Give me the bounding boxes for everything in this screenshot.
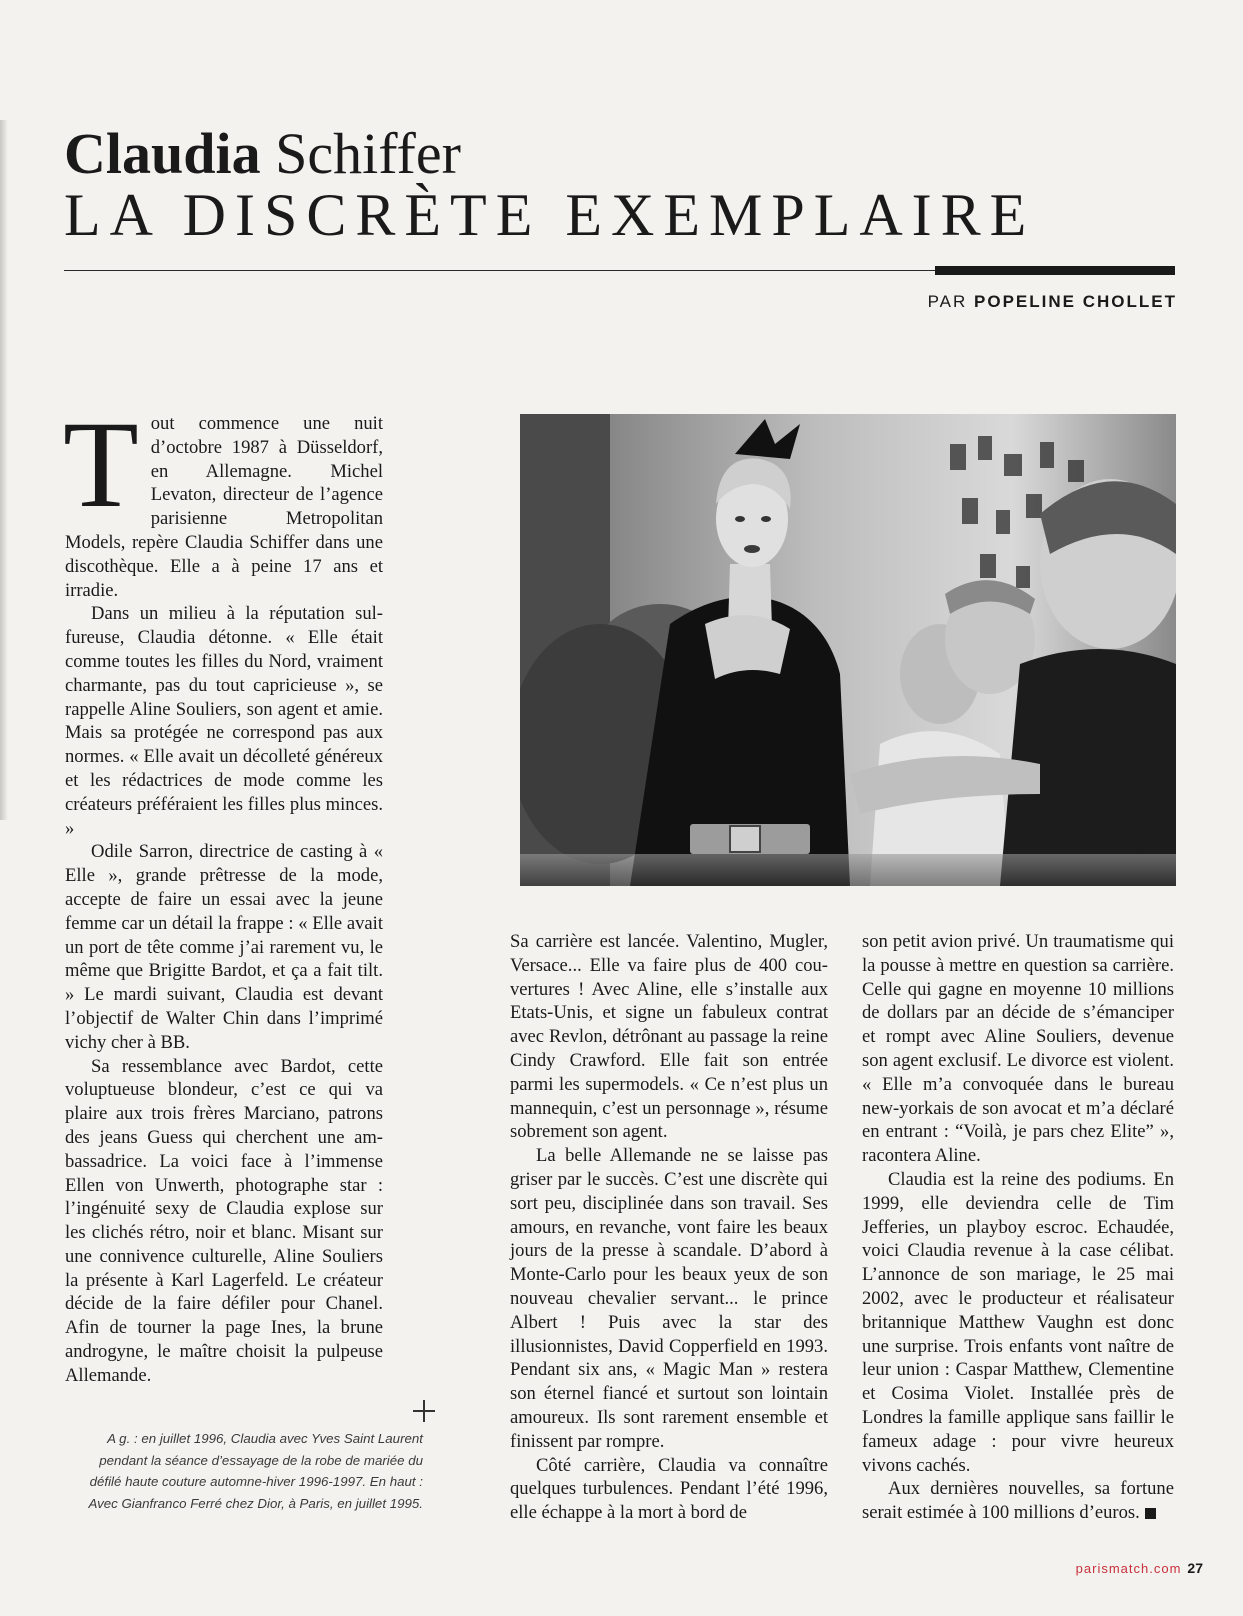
photo-illustration bbox=[520, 414, 1176, 886]
paragraph: Claudia est la reine des podiums. En 1999, elle deviendra celle de Tim Jefferies, un playboy escroc. Echaudée, voici Claudia revenue à la case célibat. L’annonce de son mariage, le 25 mai 2002, avec le producteur et réalisateur britannique Matthew Vaughn est donc une surprise. Trois enfants vont naître de leur union : Caspar Matthew, Clementine et Cosima Violet. Installée près de Londres la famille applique sans faillir le fameux adage : pour vivre heureux vivons cachés. bbox=[862, 1168, 1174, 1476]
byline bbox=[928, 292, 1177, 312]
paragraph: out commence une nuit d’octobre 1987 à Düsseldorf, en Allemagne. Michel Levaton, directeur de l’agence parisienne Metropolitan Models, repère Claudia Schiffer dans une discothèque. Elle a à peine 17 ans et irradie. bbox=[65, 413, 383, 601]
paragraph: La belle Allemande ne se laisse pas griser par le succès. C’est une discrète qui sort peu, disciplinée dans son travail. Ses amours, en revanche, vont faire les beaux jours de la presse à scandale. D’abord à Monte-Carlo pour les beaux yeux de son nouveau chevalier servant... le prince Albert ! Puis avec la star des illusionnistes, David Copperfield en 1993. Pendant six ans, « Magic Man » restera son éternel fiancé et surtout son lointain amoureux. Ils sont rarement ensemble et finissent par rompre. bbox=[510, 1145, 828, 1452]
page-number: 27 bbox=[1187, 1560, 1203, 1576]
title-rule-accent bbox=[935, 266, 1175, 275]
paragraph-final bbox=[862, 1477, 1174, 1525]
paragraph: son petit avion privé. Un traumatisme qui la pousse à mettre en question sa carrière. Celle qui gagne en moyenne 10 millions de dollars par an décide de s’émanciper et rompt avec Aline Souliers, devenue son agent exclusif. Le divorce est violent. « Elle m’a convoquée dans le bureau new-yorkais de son avocat et m’a déclaré en entrant : “Voilà, je pars chez Elite” », racontera Aline. bbox=[862, 931, 1174, 1167]
article-photo bbox=[520, 414, 1176, 886]
page-footer bbox=[1076, 1560, 1203, 1576]
article-column-1 bbox=[63, 396, 383, 1388]
byline-author: POPELINE CHOLLET bbox=[974, 292, 1177, 311]
drop-cap: T bbox=[63, 396, 139, 533]
paragraph: Côté carrière, Claudia va connaître quelques turbulences. Pendant l’été 1996, elle échappe à la mort à bord de bbox=[510, 1454, 828, 1524]
end-mark-icon bbox=[1145, 1508, 1156, 1519]
article-title bbox=[64, 122, 461, 186]
footer-site[interactable]: parismatch.com bbox=[1075, 1561, 1182, 1576]
article-column-2 bbox=[510, 930, 828, 1525]
paragraph-final-text: Aux dernières nouvelles, sa fortune serait estimée à 100 millions d’euros. bbox=[862, 1478, 1174, 1524]
crosshair-icon bbox=[413, 1400, 435, 1422]
article-column-3 bbox=[862, 930, 1174, 1525]
page-edge-shadow bbox=[0, 120, 8, 820]
paragraph: Sa carrière est lancée. Valentino, Mugler, Versace... Elle va faire plus de 400 couvertures ! Avec Aline, elle s’installe aux Etats-Unis, et signe un fabuleux contrat avec Revlon, détrônant au passage la reine Cindy Crawford. Elle fait son entrée parmi les supermodels. « Ce n’est plus un mannequin, c’est un personnage », résume sobrement son agent. bbox=[510, 931, 828, 1143]
title-first-name: Claudia bbox=[64, 121, 261, 186]
byline-prefix: PAR bbox=[927, 292, 968, 311]
photo-caption: A g. : en juillet 1996, Claudia avec Yves Saint Laurent pendant la séance d’essayage de la robe de mariée du défilé haute couture automne-hiver 1996-1997. En haut : Avec Gianfranco Ferré chez Dior, à Paris, en juillet 1995. bbox=[88, 1431, 423, 1511]
paragraph: Sa ressemblance avec Bardot, cette voluptueuse blondeur, c’est ce qui va plaire aux trois frères Marciano, patrons des jeans Guess qui cherchent une ambassadrice. La voici face à l’immense Ellen von Unwerth, photographe star : l’ingénuité sexy de Claudia explose sur les clichés rétro, noir et blanc. Misant sur une connivence culturelle, Aline Souliers la présente à Karl Lagerfeld. Le créateur décide de la faire défiler pour Chanel. Afin de tourner la page Ines, la brune androgyne, le maître choisit la pulpeuse Allemande. bbox=[65, 1055, 383, 1386]
title-last-name: Schiffer bbox=[275, 121, 461, 186]
article-subtitle: LA DISCRÈTE EXEMPLAIRE bbox=[64, 182, 1036, 248]
paragraph: Odile Sarron, directrice de casting à « Elle », grande prêtresse de la mode, accepte de faire un essai avec la jeune femme car un détail la frappe : « Elle avait un port de tête comme j’ai rarement vu, le même que Brigitte Bardot, et ça a fait tilt. » Le mardi suivant, Claudia est devant l’objectif de Walter Chin dans l’imprimé vichy cher à BB. bbox=[65, 841, 383, 1053]
paragraph: Dans un milieu à la réputation sulfureuse, Claudia détonne. « Elle était comme toutes les filles du Nord, vraiment charmante, pas du tout capricieuse », se rappelle Aline Souliers, son agent et amie. Mais sa protégée ne correspond pas aux normes. « Elle avait un décolleté généreux et les rédactrices de mode comme les créateurs préféraient les filles plus minces. » bbox=[65, 603, 383, 839]
